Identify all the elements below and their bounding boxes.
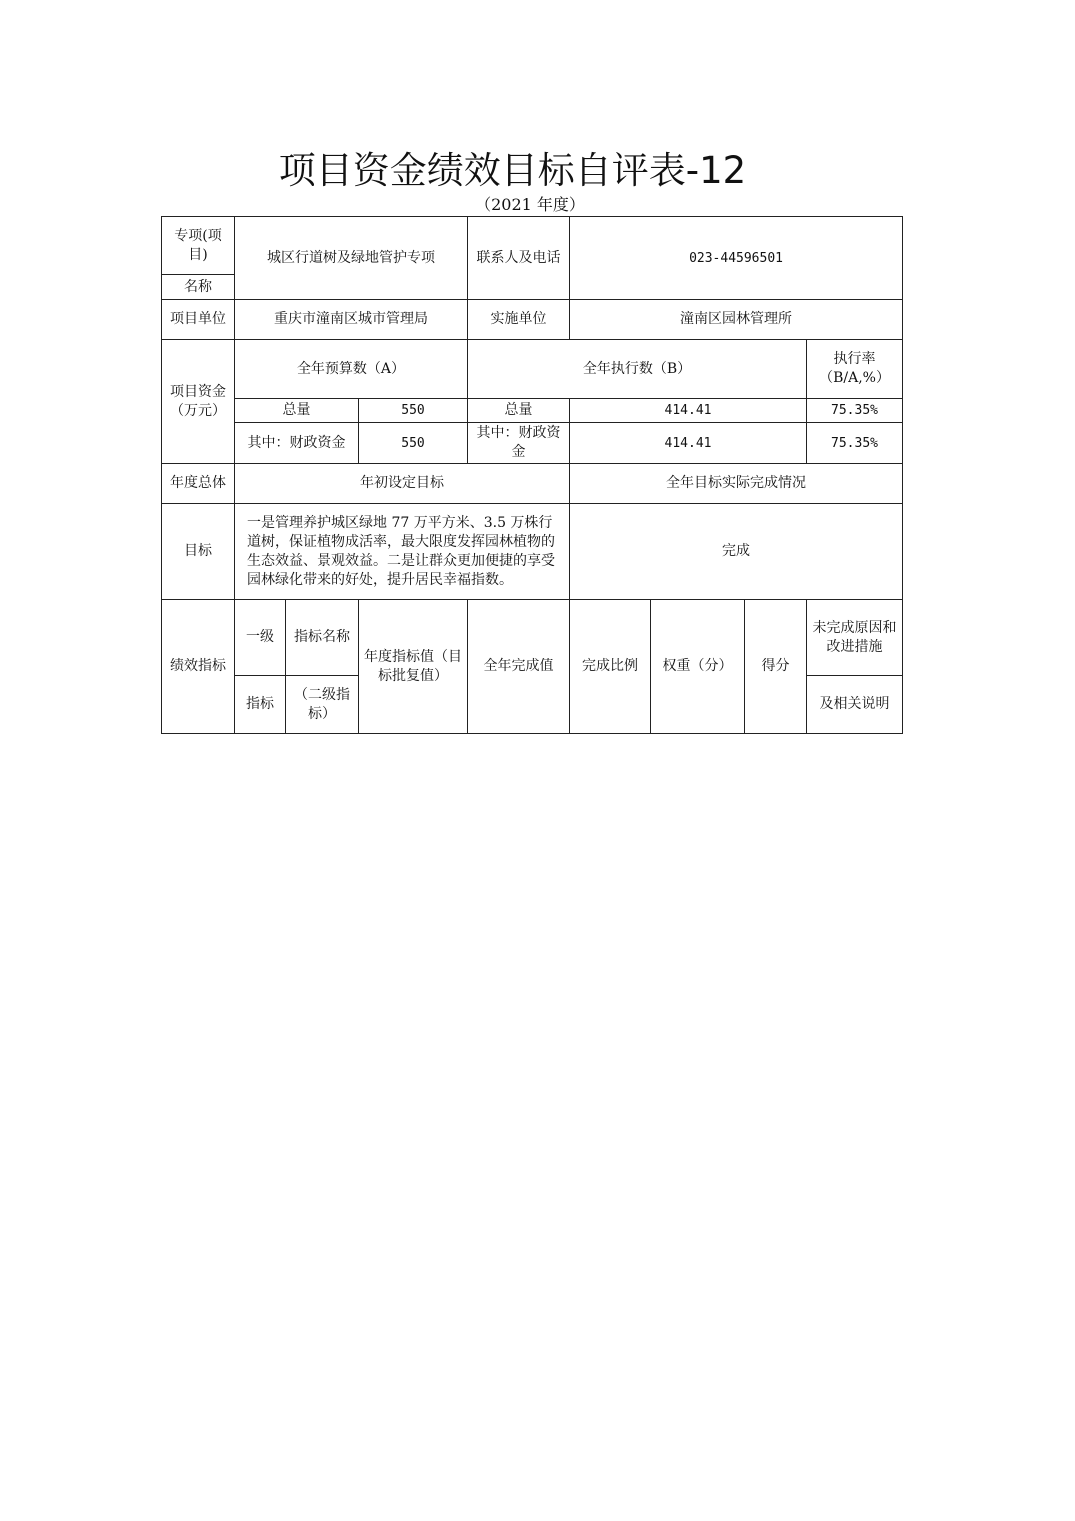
score-header: 得分 xyxy=(745,600,807,734)
indicator-label: 绩效指标 xyxy=(162,600,235,734)
evaluation-table xyxy=(161,216,903,734)
fiscal-budget: 550 xyxy=(359,423,468,464)
indicator-name-label: 指标名称 xyxy=(286,600,359,676)
special-item-label: 专项(项目) xyxy=(162,217,235,275)
special-item-value: 城区行道树及绿地管护专项 xyxy=(235,217,468,300)
level2-indicator: （二级指标） xyxy=(286,676,359,734)
fiscal-rate: 75.35% xyxy=(807,423,903,464)
fiscal-exec: 414.41 xyxy=(570,423,807,464)
ratio-header: 完成比例 xyxy=(570,600,651,734)
full-year-header: 全年完成值 xyxy=(468,600,570,734)
initial-goal-header: 年初设定目标 xyxy=(235,464,570,504)
impl-value: 潼南区园林管理所 xyxy=(570,300,903,340)
document-year: （2021 年度） xyxy=(475,195,585,214)
funds-label: 项目资金（万元） xyxy=(162,340,235,464)
total-rate: 75.35% xyxy=(807,399,903,423)
special-item-label-name: 名称 xyxy=(162,275,235,300)
exec-header: 全年执行数（B） xyxy=(468,340,807,399)
level1-label: 一级 xyxy=(235,600,286,676)
weight-header: 权重（分） xyxy=(651,600,745,734)
total-exec: 414.41 xyxy=(570,399,807,423)
contact-label: 联系人及电话 xyxy=(468,217,570,300)
total-exec-label: 总量 xyxy=(468,399,570,423)
unit-value: 重庆市潼南区城市管理局 xyxy=(235,300,468,340)
document-title: 项目资金绩效目标自评表-12 xyxy=(278,149,747,192)
target-text: 一是管理养护城区绿地 77 万平方米、3.5 万株行道树，保证植物成活率，最大限度发挥园林植物的生态效益、景观效益。二是让群众更加便捷的享受园林绿化带来的好处，提升居民幸福指数。 xyxy=(235,504,570,600)
annual-value-header: 年度指标值（目标批复值） xyxy=(359,600,468,734)
unit-label: 项目单位 xyxy=(162,300,235,340)
target-label: 目标 xyxy=(162,504,235,600)
fiscal-label: 其中：财政资金 xyxy=(235,423,359,464)
reason-header: 未完成原因和改进措施 xyxy=(807,600,903,676)
overall-label: 年度总体 xyxy=(162,464,235,504)
level1-indicator: 指标 xyxy=(235,676,286,734)
total-budget: 550 xyxy=(359,399,468,423)
contact-value: 023-44596501 xyxy=(570,217,903,300)
rate-header: 执行率（B/A,%） xyxy=(807,340,903,399)
reason-note: 及相关说明 xyxy=(807,676,903,734)
budget-header: 全年预算数（A） xyxy=(235,340,468,399)
fiscal-exec-label: 其中：财政资金 xyxy=(468,423,570,464)
total-label: 总量 xyxy=(235,399,359,423)
actual-text: 完成 xyxy=(570,504,903,600)
impl-label: 实施单位 xyxy=(468,300,570,340)
actual-goal-header: 全年目标实际完成情况 xyxy=(570,464,903,504)
